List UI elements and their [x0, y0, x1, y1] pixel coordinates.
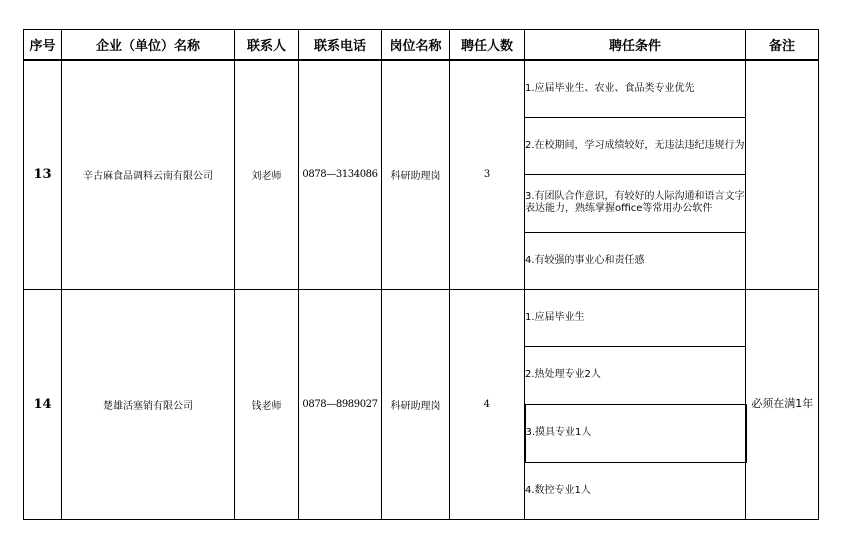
header-note: 备注	[746, 30, 819, 61]
recruitment-table	[23, 29, 819, 520]
note-cell: 必须在满1年	[746, 289, 819, 519]
seq-cell: 14	[24, 289, 62, 519]
condition-cell: 1.应届毕业生、农业、食品类专业优先	[525, 60, 746, 117]
phone-cell: 0878—3134086	[299, 60, 382, 289]
condition-cell: 4.有较强的事业心和责任感	[525, 232, 746, 289]
condition-cell: 2.热处理专业2人	[525, 346, 746, 404]
header-count: 聘任人数	[450, 30, 525, 61]
condition-cell: 3.摸具专业1人	[525, 404, 746, 462]
contact-cell: 刘老师	[235, 60, 299, 289]
seq-cell: 13	[24, 60, 62, 289]
post-cell: 科研助理岗	[382, 60, 450, 289]
header-seq: 序号	[24, 30, 62, 61]
table-row	[24, 60, 819, 117]
contact-cell: 钱老师	[235, 289, 299, 519]
header-phone: 联系电话	[299, 30, 382, 61]
header-conditions: 聘任条件	[525, 30, 746, 61]
company-cell: 辛古麻食品调料云南有限公司	[62, 60, 235, 289]
header-contact: 联系人	[235, 30, 299, 61]
condition-cell: 3.有团队合作意识，有较好的人际沟通和语言文字表达能力，熟练掌握office等常用办公软件	[525, 174, 746, 232]
header-post: 岗位名称	[382, 30, 450, 61]
phone-cell: 0878—8989027	[299, 289, 382, 519]
company-cell: 楚雄活塞销有限公司	[62, 289, 235, 519]
count-cell: 4	[450, 289, 525, 519]
count-cell: 3	[450, 60, 525, 289]
table-row	[24, 289, 819, 346]
header-row	[24, 30, 819, 61]
header-company: 企业（单位）名称	[62, 30, 235, 61]
condition-cell: 1.应届毕业生	[525, 289, 746, 346]
note-cell	[746, 60, 819, 289]
post-cell: 科研助理岗	[382, 289, 450, 519]
condition-cell: 4.数控专业1人	[525, 462, 746, 519]
condition-cell: 2.在校期间，学习成绩较好，无违法违纪违规行为	[525, 117, 746, 174]
